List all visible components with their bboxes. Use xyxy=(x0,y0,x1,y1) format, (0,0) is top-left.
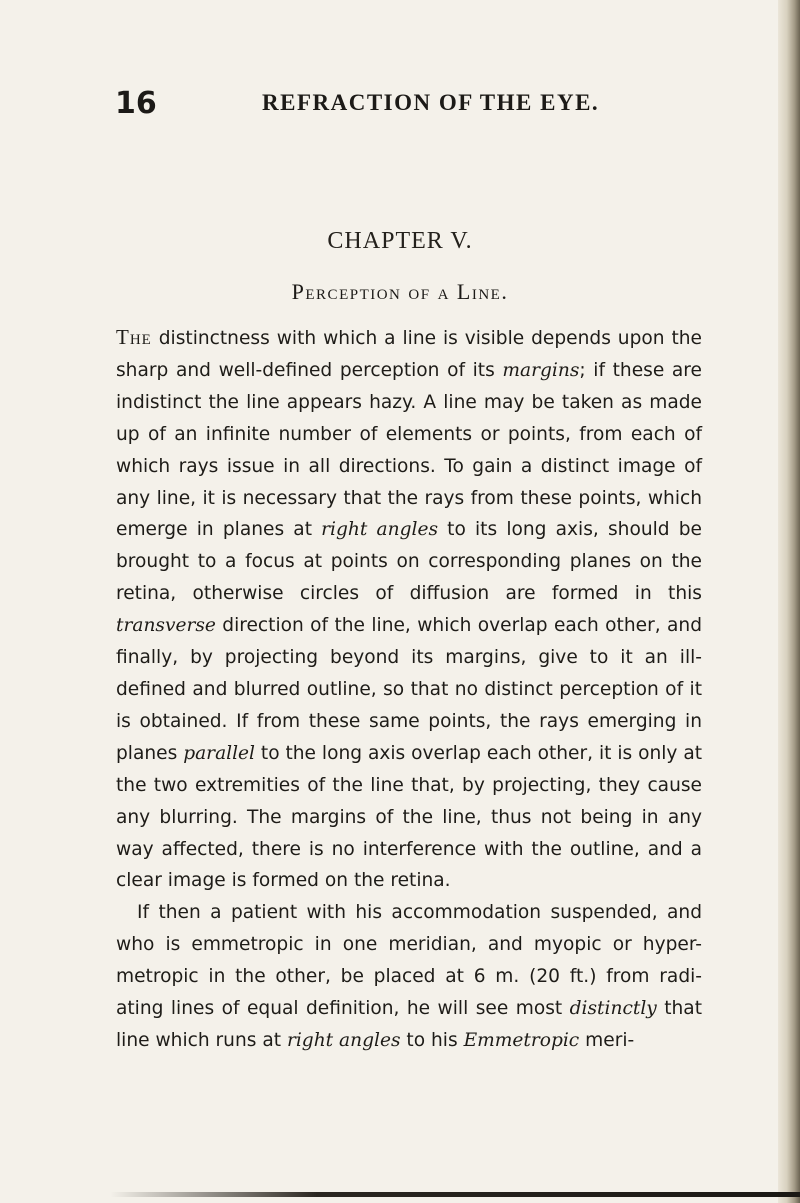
paragraph-lead-word: The xyxy=(116,325,152,349)
page-number: 16 xyxy=(115,86,157,121)
chapter-heading: CHAPTER V. xyxy=(327,228,473,254)
chapter-subtitle: Perception of a Line. xyxy=(291,279,509,304)
page-edge xyxy=(778,0,800,1203)
paragraph-1: The distinctness with which a line is visible depends upon the sharp and well-defined perception of its margins; if these are indistinct the line appears hazy. A line may be taken as made up of an infinite number of elements or points, from each of which rays issue in all directions. To gain a distinct image of any line, it is necessary that the rays from these points, which emerge in planes at right angles to its long axis, should be brought to a focus at points on corresponding planes on the retina, otherwise circles of diffusion are formed in this transverse direction of the line, which overlap each other, and finally, by projecting beyond its margins, give to it an ill-defined and blurred outline, so that no distinct perception of it is obtained. If from these same points, the rays emerging in planes parallel to the long axis overlap each other, it is only at the two extremities of the line that, by projecting, they cause any blurring. The margins of the line, thus not being in any way affected, there is no interference with the outline, and a clear image is formed on the retina. xyxy=(116,325,703,892)
bottom-edge-shadow xyxy=(110,1192,800,1197)
running-head xyxy=(115,86,715,126)
paragraph-2: If then a patient with his accommodation suspended, and who is emmetropic in one meridian, and myopic or hyper-metropic in the other, be placed at 6 m. (20 ft.) from radi-ating lines of equal definition, he will see most distinctly that line which runs at right angles to his Emmetropic meri- xyxy=(116,902,702,1051)
running-head-title: REFRACTION OF THE EYE. xyxy=(262,90,600,115)
body-text xyxy=(116,322,702,1057)
